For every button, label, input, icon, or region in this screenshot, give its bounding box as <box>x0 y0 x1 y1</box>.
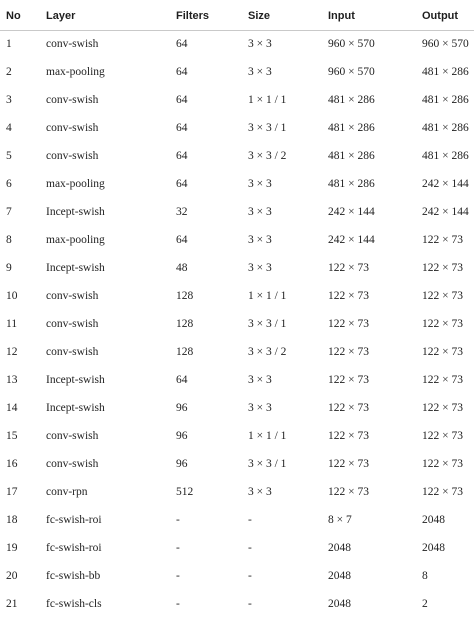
cell-no: 13 <box>6 374 18 386</box>
cell-output: 242 × 144 <box>422 178 469 190</box>
cell-no: 2 <box>6 66 12 78</box>
cell-output: 481 × 286 <box>422 122 469 134</box>
cell-no: 20 <box>6 570 18 582</box>
cell-filters: 64 <box>176 38 188 50</box>
cell-input: 481 × 286 <box>328 178 375 190</box>
cell-size: 3 × 3 <box>248 38 272 50</box>
cell-size: 3 × 3 <box>248 206 272 218</box>
cell-input: 481 × 286 <box>328 94 375 106</box>
table-row <box>0 86 474 114</box>
table-row <box>0 422 474 450</box>
cell-input: 242 × 144 <box>328 206 375 218</box>
cell-no: 14 <box>6 402 18 414</box>
cell-size: 3 × 3 <box>248 66 272 78</box>
table-row <box>0 310 474 338</box>
cell-layer: Incept-swish <box>46 402 105 414</box>
cell-size: 3 × 3 <box>248 234 272 246</box>
cell-output: 8 <box>422 570 428 582</box>
cell-filters: 64 <box>176 150 188 162</box>
cell-input: 2048 <box>328 542 351 554</box>
cell-size: - <box>248 598 252 610</box>
cell-input: 960 × 570 <box>328 66 375 78</box>
cell-filters: 96 <box>176 458 188 470</box>
cell-filters: - <box>176 598 180 610</box>
cell-filters: - <box>176 542 180 554</box>
cell-layer: conv-swish <box>46 122 99 134</box>
cell-size: 1 × 1 / 1 <box>248 430 287 442</box>
header-input: Input <box>328 10 355 22</box>
table-row <box>0 478 474 506</box>
cell-layer: conv-swish <box>46 94 99 106</box>
cell-filters: 64 <box>176 122 188 134</box>
cell-no: 5 <box>6 150 12 162</box>
cell-layer: fc-swish-roi <box>46 514 102 526</box>
cell-layer: conv-rpn <box>46 486 88 498</box>
cell-layer: conv-swish <box>46 38 99 50</box>
cell-input: 122 × 73 <box>328 262 369 274</box>
cell-filters: 64 <box>176 178 188 190</box>
cell-output: 122 × 73 <box>422 262 463 274</box>
cell-no: 19 <box>6 542 18 554</box>
cell-output: 2048 <box>422 542 445 554</box>
table-row <box>0 394 474 422</box>
cell-no: 12 <box>6 346 18 358</box>
cell-output: 2048 <box>422 514 445 526</box>
cell-layer: max-pooling <box>46 66 105 78</box>
cell-size: - <box>248 542 252 554</box>
header-no: No <box>6 10 21 22</box>
cell-no: 1 <box>6 38 12 50</box>
cell-no: 11 <box>6 318 18 330</box>
cell-output: 242 × 144 <box>422 206 469 218</box>
cell-output: 122 × 73 <box>422 318 463 330</box>
cell-no: 3 <box>6 94 12 106</box>
table-row <box>0 142 474 170</box>
cell-layer: max-pooling <box>46 234 105 246</box>
cell-no: 21 <box>6 598 18 610</box>
table-row <box>0 282 474 310</box>
cell-no: 4 <box>6 122 12 134</box>
cell-output: 122 × 73 <box>422 234 463 246</box>
cell-filters: 96 <box>176 402 188 414</box>
cell-filters: 32 <box>176 206 188 218</box>
cell-filters: - <box>176 570 180 582</box>
cell-output: 122 × 73 <box>422 346 463 358</box>
table-row <box>0 338 474 366</box>
cell-size: 3 × 3 <box>248 374 272 386</box>
cell-size: 1 × 1 / 1 <box>248 94 287 106</box>
table-row <box>0 114 474 142</box>
cell-no: 8 <box>6 234 12 246</box>
table-row <box>0 590 474 618</box>
cell-layer: conv-swish <box>46 430 99 442</box>
cell-layer: fc-swish-cls <box>46 598 102 610</box>
cell-output: 960 × 570 <box>422 38 469 50</box>
cell-input: 481 × 286 <box>328 122 375 134</box>
cell-layer: conv-swish <box>46 150 99 162</box>
cell-no: 15 <box>6 430 18 442</box>
cell-size: - <box>248 514 252 526</box>
table-row <box>0 450 474 478</box>
cell-size: 3 × 3 <box>248 262 272 274</box>
cell-input: 242 × 144 <box>328 234 375 246</box>
cell-layer: conv-swish <box>46 458 99 470</box>
cell-filters: 128 <box>176 346 194 358</box>
cell-input: 122 × 73 <box>328 402 369 414</box>
cell-layer: Incept-swish <box>46 206 105 218</box>
table-row <box>0 506 474 534</box>
cell-input: 122 × 73 <box>328 346 369 358</box>
cell-input: 122 × 73 <box>328 290 369 302</box>
cell-output: 122 × 73 <box>422 486 463 498</box>
table-row <box>0 534 474 562</box>
cell-input: 122 × 73 <box>328 318 369 330</box>
cell-layer: fc-swish-bb <box>46 570 101 582</box>
table-row <box>0 170 474 198</box>
cell-filters: 64 <box>176 94 188 106</box>
cell-layer: conv-swish <box>46 290 99 302</box>
header-size: Size <box>248 10 271 22</box>
table-row <box>0 226 474 254</box>
cell-no: 6 <box>6 178 12 190</box>
header-filters: Filters <box>176 10 210 22</box>
table-row <box>0 254 474 282</box>
cell-size: 3 × 3 <box>248 402 272 414</box>
cell-input: 2048 <box>328 570 351 582</box>
cell-size: 3 × 3 <box>248 486 272 498</box>
cell-size: 3 × 3 / 2 <box>248 150 287 162</box>
cell-filters: 48 <box>176 262 188 274</box>
cell-no: 17 <box>6 486 18 498</box>
cell-output: 122 × 73 <box>422 402 463 414</box>
cell-layer: conv-swish <box>46 318 99 330</box>
table-row <box>0 58 474 86</box>
cell-size: 3 × 3 / 1 <box>248 458 287 470</box>
cell-no: 10 <box>6 290 18 302</box>
cell-input: 960 × 570 <box>328 38 375 50</box>
header-output: Output <box>422 10 459 22</box>
cell-output: 122 × 73 <box>422 374 463 386</box>
cell-output: 2 <box>422 598 428 610</box>
cell-size: 3 × 3 / 1 <box>248 318 287 330</box>
table-row <box>0 198 474 226</box>
cell-filters: 512 <box>176 486 194 498</box>
cell-filters: 128 <box>176 290 194 302</box>
cell-layer: Incept-swish <box>46 262 105 274</box>
cell-output: 122 × 73 <box>422 430 463 442</box>
cell-output: 481 × 286 <box>422 150 469 162</box>
cell-size: 3 × 3 / 1 <box>248 122 287 134</box>
cell-output: 481 × 286 <box>422 94 469 106</box>
cell-size: 1 × 1 / 1 <box>248 290 287 302</box>
header-layer: Layer <box>46 10 76 22</box>
cell-output: 481 × 286 <box>422 66 469 78</box>
cell-input: 8 × 7 <box>328 514 352 526</box>
cell-filters: 128 <box>176 318 194 330</box>
table-row <box>0 562 474 590</box>
table-row <box>0 366 474 394</box>
cell-filters: 64 <box>176 374 188 386</box>
cell-filters: 96 <box>176 430 188 442</box>
table-header-row <box>0 2 474 30</box>
cell-input: 481 × 286 <box>328 150 375 162</box>
cell-filters: 64 <box>176 66 188 78</box>
cell-filters: - <box>176 514 180 526</box>
cell-no: 7 <box>6 206 12 218</box>
cell-output: 122 × 73 <box>422 290 463 302</box>
cell-layer: fc-swish-roi <box>46 542 102 554</box>
cell-input: 122 × 73 <box>328 430 369 442</box>
cell-layer: Incept-swish <box>46 374 105 386</box>
cell-filters: 64 <box>176 234 188 246</box>
cell-no: 16 <box>6 458 18 470</box>
cell-input: 122 × 73 <box>328 458 369 470</box>
cell-size: 3 × 3 <box>248 178 272 190</box>
cell-input: 122 × 73 <box>328 486 369 498</box>
table-row <box>0 30 474 58</box>
cell-no: 9 <box>6 262 12 274</box>
cell-input: 2048 <box>328 598 351 610</box>
cell-output: 122 × 73 <box>422 458 463 470</box>
cell-no: 18 <box>6 514 18 526</box>
cell-size: 3 × 3 / 2 <box>248 346 287 358</box>
cell-layer: max-pooling <box>46 178 105 190</box>
cell-input: 122 × 73 <box>328 374 369 386</box>
cell-layer: conv-swish <box>46 346 99 358</box>
cell-size: - <box>248 570 252 582</box>
